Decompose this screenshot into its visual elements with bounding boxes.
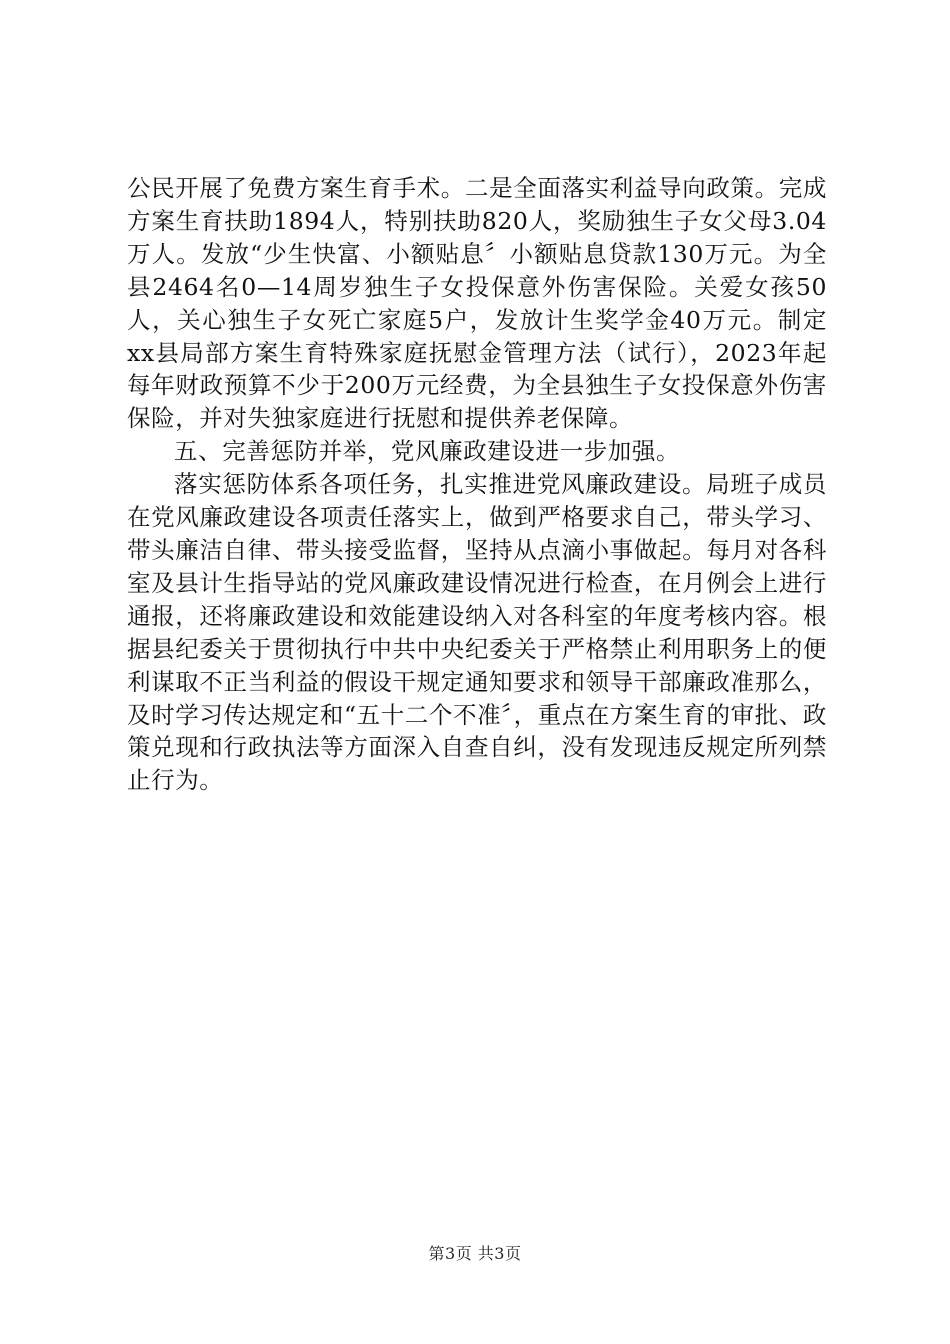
paragraph-benefit-policy: 公民开展了免费方案生育手术。二是全面落实利益导向政策。完成方案生育扶助1894人，特别扶助820人，奖励独生子女父母3.04万人。发放“少生快富、小额贴息〞小额贴息贷款130万元。为全县2464名0—14周岁独生子女投保意外伤害保险。关爱女孩50人，关心独生子女死亡家庭5户，发放计生奖学金40万元。制定xx县局部方案生育特殊家庭抚慰金管理方法（试行），2023年起每年财政预算不少于200万元经费，为全县独生子女投保意外伤害保险，并对失独家庭进行抚慰和提供养老保障。 xyxy=(127,174,827,433)
page-footer: 第3页 共3页 xyxy=(428,1244,522,1263)
document-body xyxy=(127,172,827,797)
paragraph-anti-corruption: 落实惩防体系各项任务，扎实推进党风廉政建设。局班子成员在党风廉政建设各项责任落实上，做到严格要求自己，带头学习、带头廉洁自律、带头接受监督，坚持从点滴小事做起。每月对各科室及县计生指导站的党风廉政建设情况进行检查，在月例会上进行通报，还将廉政建设和效能建设纳入对各科室的年度考核内容。根据县纪委关于贯彻执行中共中央纪委关于严格禁止利用职务上的便利谋取不正当利益的假设干规定通知要求和领导干部廉政准那么，及时学习传达规定和“五十二个不准〞，重点在方案生育的审批、政策兑现和行政执法等方面深入自查自纠，没有发现违反规定所列禁止行为。 xyxy=(127,470,827,795)
section-heading-anti-corruption: 五、完善惩防并举，党风廉政建设进一步加强。 xyxy=(174,437,681,466)
